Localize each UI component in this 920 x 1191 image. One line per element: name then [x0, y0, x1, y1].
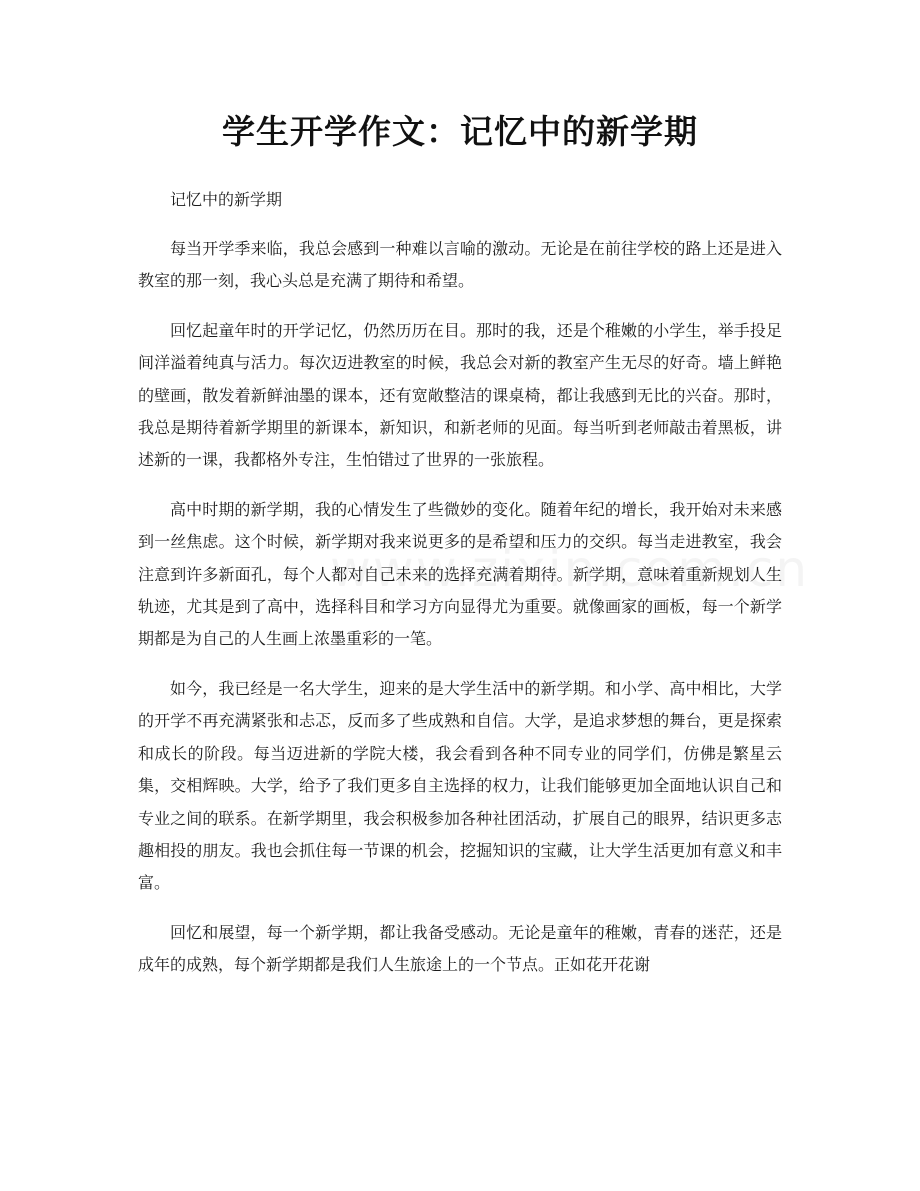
paragraph-3: 高中时期的新学期，我的心情发生了些微妙的变化。随着年纪的增长，我开始对未来感到一丝焦虑。这个时候，新学期对我来说更多的是希望和压力的交织。每当走进教室，我会注意到许多新面孔，每个人都对自己未来的选择充满着期待。新学期，意味着重新规划人生轨迹，尤其是到了高中，选择科目和学习方向显得尤为重要。就像画家的画板，每一个新学期都是为自己的人生画上浓墨重彩的一笔。	[138, 499, 782, 649]
paragraph-2: 回忆起童年时的开学记忆，仍然历历在目。那时的我，还是个稚嫩的小学生，举手投足间洋溢着纯真与活力。每次迈进教室的时候，我总会对新的教室产生无尽的好奇。墙上鲜艳的壁画，散发着新鲜油墨的课本，还有宽敞整洁的课桌椅，都让我感到无比的兴奋。那时，我总是期待着新学期里的新课本，新知识，和新老师的见面。每当听到老师敲击着黑板，讲述新的一课，我都格外专注，生怕错过了世界的一张旅程。	[138, 320, 782, 470]
paragraph-4: 如今，我已经是一名大学生，迎来的是大学生活中的新学期。和小学、高中相比，大学的开学不再充满紧张和忐忑，反而多了些成熟和自信。大学，是追求梦想的舞台，更是探索和成长的阶段。每当迈进新的学院大楼，我会看到各种不同专业的同学们，仿佛是繁星云集，交相辉映。大学，给予了我们更多自主选择的权力，让我们能够更加全面地认识自己和专业之间的联系。在新学期里，我会积极参加各种社团活动，扩展自己的眼界，结识更多志趣相投的朋友。我也会抓住每一节课的机会，挖掘知识的宝藏，让大学生活更加有意义和丰富。	[138, 678, 782, 893]
paragraph-1: 每当开学季来临，我总会感到一种难以言喻的激动。无论是在前往学校的路上还是进入教室的那一刻，我心头总是充满了期待和希望。	[138, 239, 782, 291]
paragraph-5: 回忆和展望，每一个新学期，都让我备受感动。无论是童年的稚嫩，青春的迷茫，还是成年的成熟，每个新学期都是我们人生旅途上的一个节点。正如花开花谢	[138, 922, 782, 975]
document-body	[138, 233, 782, 999]
document-title: 学生开学作文：记忆中的新学期	[222, 112, 698, 151]
document-subtitle: 记忆中的新学期	[170, 190, 283, 209]
